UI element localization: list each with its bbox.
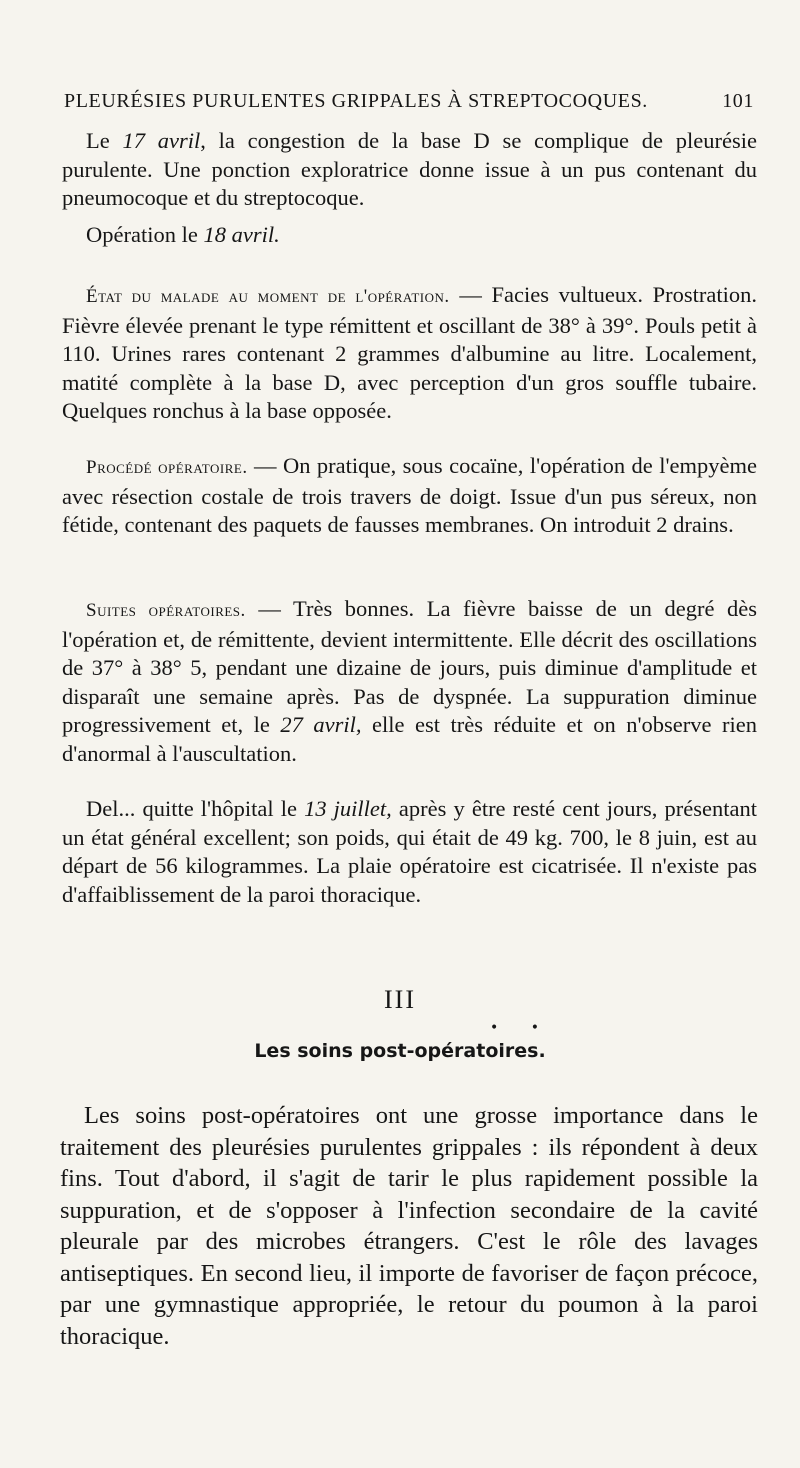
- paragraph-postoperative-care: Les soins post-opératoires ont une grosse importance dans le traitement des pleurésies purulentes grippales : ils répondent à deux fins. Tout d'abord, il s'agit de tarir le plus rapidement possible la suppuration, et de s'opposer à l'infection secondaire de la cavité pleurale par des microbes étrangers. C'est le rôle des lavages antiseptiques. En second lieu, il importe de favoriser de façon précoce, par une gymnastique appropriée, le retour du poumon à la paroi thoracique.: [60, 1102, 758, 1350]
- date-18-avril: 18 avril.: [203, 222, 280, 247]
- paragraph-pleurisy-onset: [62, 127, 757, 213]
- paragraph-text: Del... quitte l'hôpital le: [86, 796, 305, 821]
- subheading-postoperative-course: Suites opératoires.: [86, 600, 246, 621]
- page-number: 101: [722, 90, 754, 112]
- paragraph-text: — Facies vultueux. Prostration. Fièvre élevée prenant le type rémittent et oscillant de 38° à 39°. Pouls petit à 110. Urines rares contenant 2 grammes d'albumine au litre. Localement, matité complète à la base D, avec perception d'un gros souffle tubaire. Quelques ronchus à la base opposée.: [62, 282, 757, 424]
- running-title: PLEURÉSIES PURULENTES GRIPPALES À STREPTOCOQUES.: [64, 90, 648, 112]
- paragraph-operation-date: [62, 221, 757, 250]
- paragraph-patient-state: [62, 281, 757, 426]
- section-number: III: [384, 985, 416, 1014]
- date-17-avril: 17 avril: [122, 128, 201, 153]
- ornament-dots: • •: [490, 1020, 553, 1036]
- paragraph-text: elle est très réduite et on n'observe rien d'anormal à l'auscultation.: [62, 712, 758, 766]
- prefix-le: Le: [86, 128, 123, 153]
- section-title: Les soins post-opératoires.: [254, 1040, 546, 1062]
- subheading-operative-procedure: Procédé opératoire.: [86, 457, 248, 478]
- paragraph-text: après y être resté cent jours, présentant un état général excellent; son poids, qui était de 49 kg. 700, le 8 juin, est au départ de 56 kilogrammes. La plaie opératoire est cicatrisée. Il n'existe pas d'affaiblissement de la paroi thoracique.: [62, 796, 757, 907]
- paragraph-postoperative-course: [62, 595, 757, 769]
- paragraph-text: — On pratique, sous cocaïne, l'opération de l'empyème avec résection costale de trois travers de doigt. Issue d'un pus séreux, non fétide, contenant des paquets de fausses membranes. On introduit 2 drains.: [62, 453, 757, 538]
- date-27-avril: 27 avril,: [280, 712, 362, 738]
- paragraph-text: , la congestion de la base D se complique de pleurésie purulente. Une ponction exploratrice donne issue à un pus contenant du pneumocoque et du streptocoque.: [62, 128, 757, 211]
- subheading-patient-state: État du malade au moment de l'opération.: [86, 286, 450, 307]
- paragraph-text: — Très bonnes. La fièvre baisse de un degré dès l'opération et, de rémittente, devient intermittente. Elle décrit des oscillations de 37° à 38° 5, pendant une dizaine de jours, puis diminue d'amplitude et disparaît une semaine après. Pas de dyspnée. La suppuration diminue progressivement et, le: [62, 596, 757, 738]
- paragraph-text: Opération le: [86, 222, 204, 247]
- running-header: [64, 90, 754, 113]
- date-13-juillet: 13 juillet,: [304, 796, 392, 821]
- paragraph-operative-procedure: [62, 452, 757, 540]
- paragraph-discharge: [62, 795, 757, 909]
